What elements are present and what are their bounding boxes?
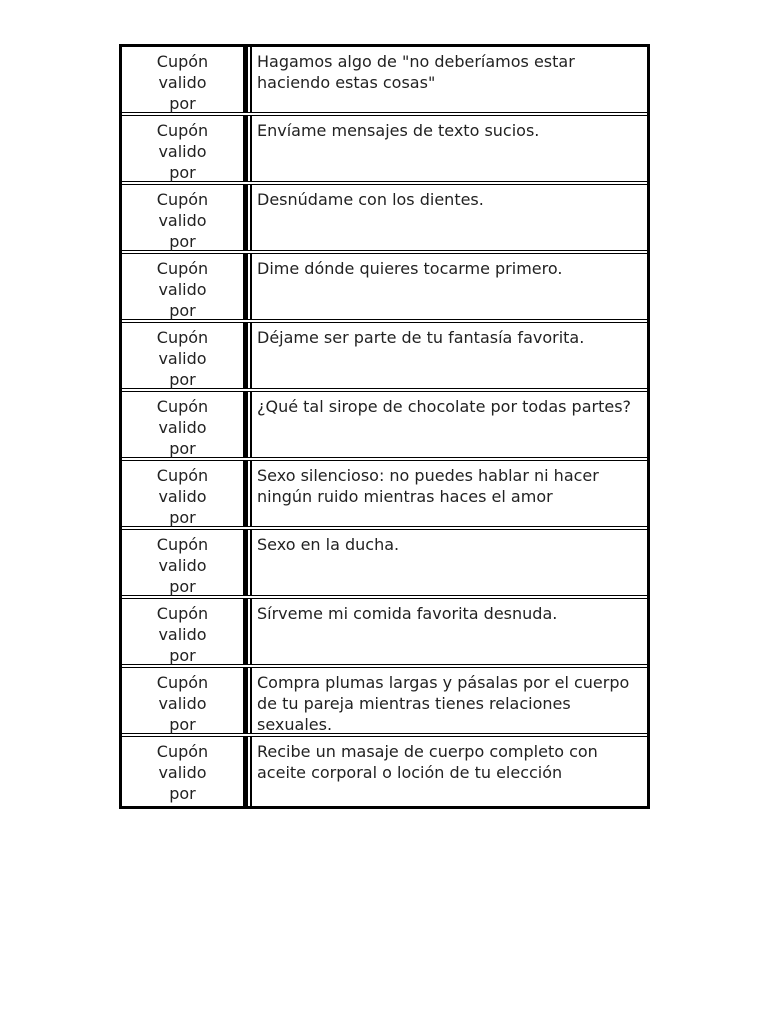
coupon-label: Cupón valido por	[122, 461, 248, 526]
coupon-text: Recibe un masaje de cuerpo completo con aceite corporal o loción de tu elección	[250, 737, 647, 806]
coupon-text: Compra plumas largas y pásalas por el cuerpo de tu pareja mientras tienes relaciones sexuales.	[250, 668, 647, 733]
coupon-label: Cupón valido por	[122, 599, 248, 664]
coupon-label: Cupón valido por	[122, 392, 248, 457]
coupon-row	[122, 599, 647, 668]
coupon-row	[122, 254, 647, 323]
coupon-text: Envíame mensajes de texto sucios.	[250, 116, 647, 181]
coupon-row	[122, 737, 647, 806]
coupon-row	[122, 47, 647, 116]
coupon-row	[122, 392, 647, 461]
coupon-row	[122, 530, 647, 599]
coupon-text: Desnúdame con los dientes.	[250, 185, 647, 250]
coupon-label: Cupón valido por	[122, 323, 248, 388]
coupon-label: Cupón valido por	[122, 47, 248, 112]
coupon-text: Sírveme mi comida favorita desnuda.	[250, 599, 647, 664]
coupon-table	[119, 44, 650, 809]
coupon-text: ¿Qué tal sirope de chocolate por todas partes?	[250, 392, 647, 457]
coupon-text: Sexo en la ducha.	[250, 530, 647, 595]
coupon-row	[122, 116, 647, 185]
coupon-label: Cupón valido por	[122, 254, 248, 319]
coupon-text: Dime dónde quieres tocarme primero.	[250, 254, 647, 319]
coupon-label: Cupón valido por	[122, 737, 248, 806]
coupon-label: Cupón valido por	[122, 668, 248, 733]
coupon-row	[122, 185, 647, 254]
coupon-label: Cupón valido por	[122, 530, 248, 595]
coupon-text: Déjame ser parte de tu fantasía favorita.	[250, 323, 647, 388]
coupon-row	[122, 323, 647, 392]
coupon-row	[122, 461, 647, 530]
coupon-label: Cupón valido por	[122, 116, 248, 181]
coupon-row	[122, 668, 647, 737]
coupon-label: Cupón valido por	[122, 185, 248, 250]
coupon-text: Hagamos algo de "no deberíamos estar haciendo estas cosas"	[250, 47, 647, 112]
coupon-text: Sexo silencioso: no puedes hablar ni hacer ningún ruido mientras haces el amor	[250, 461, 647, 526]
